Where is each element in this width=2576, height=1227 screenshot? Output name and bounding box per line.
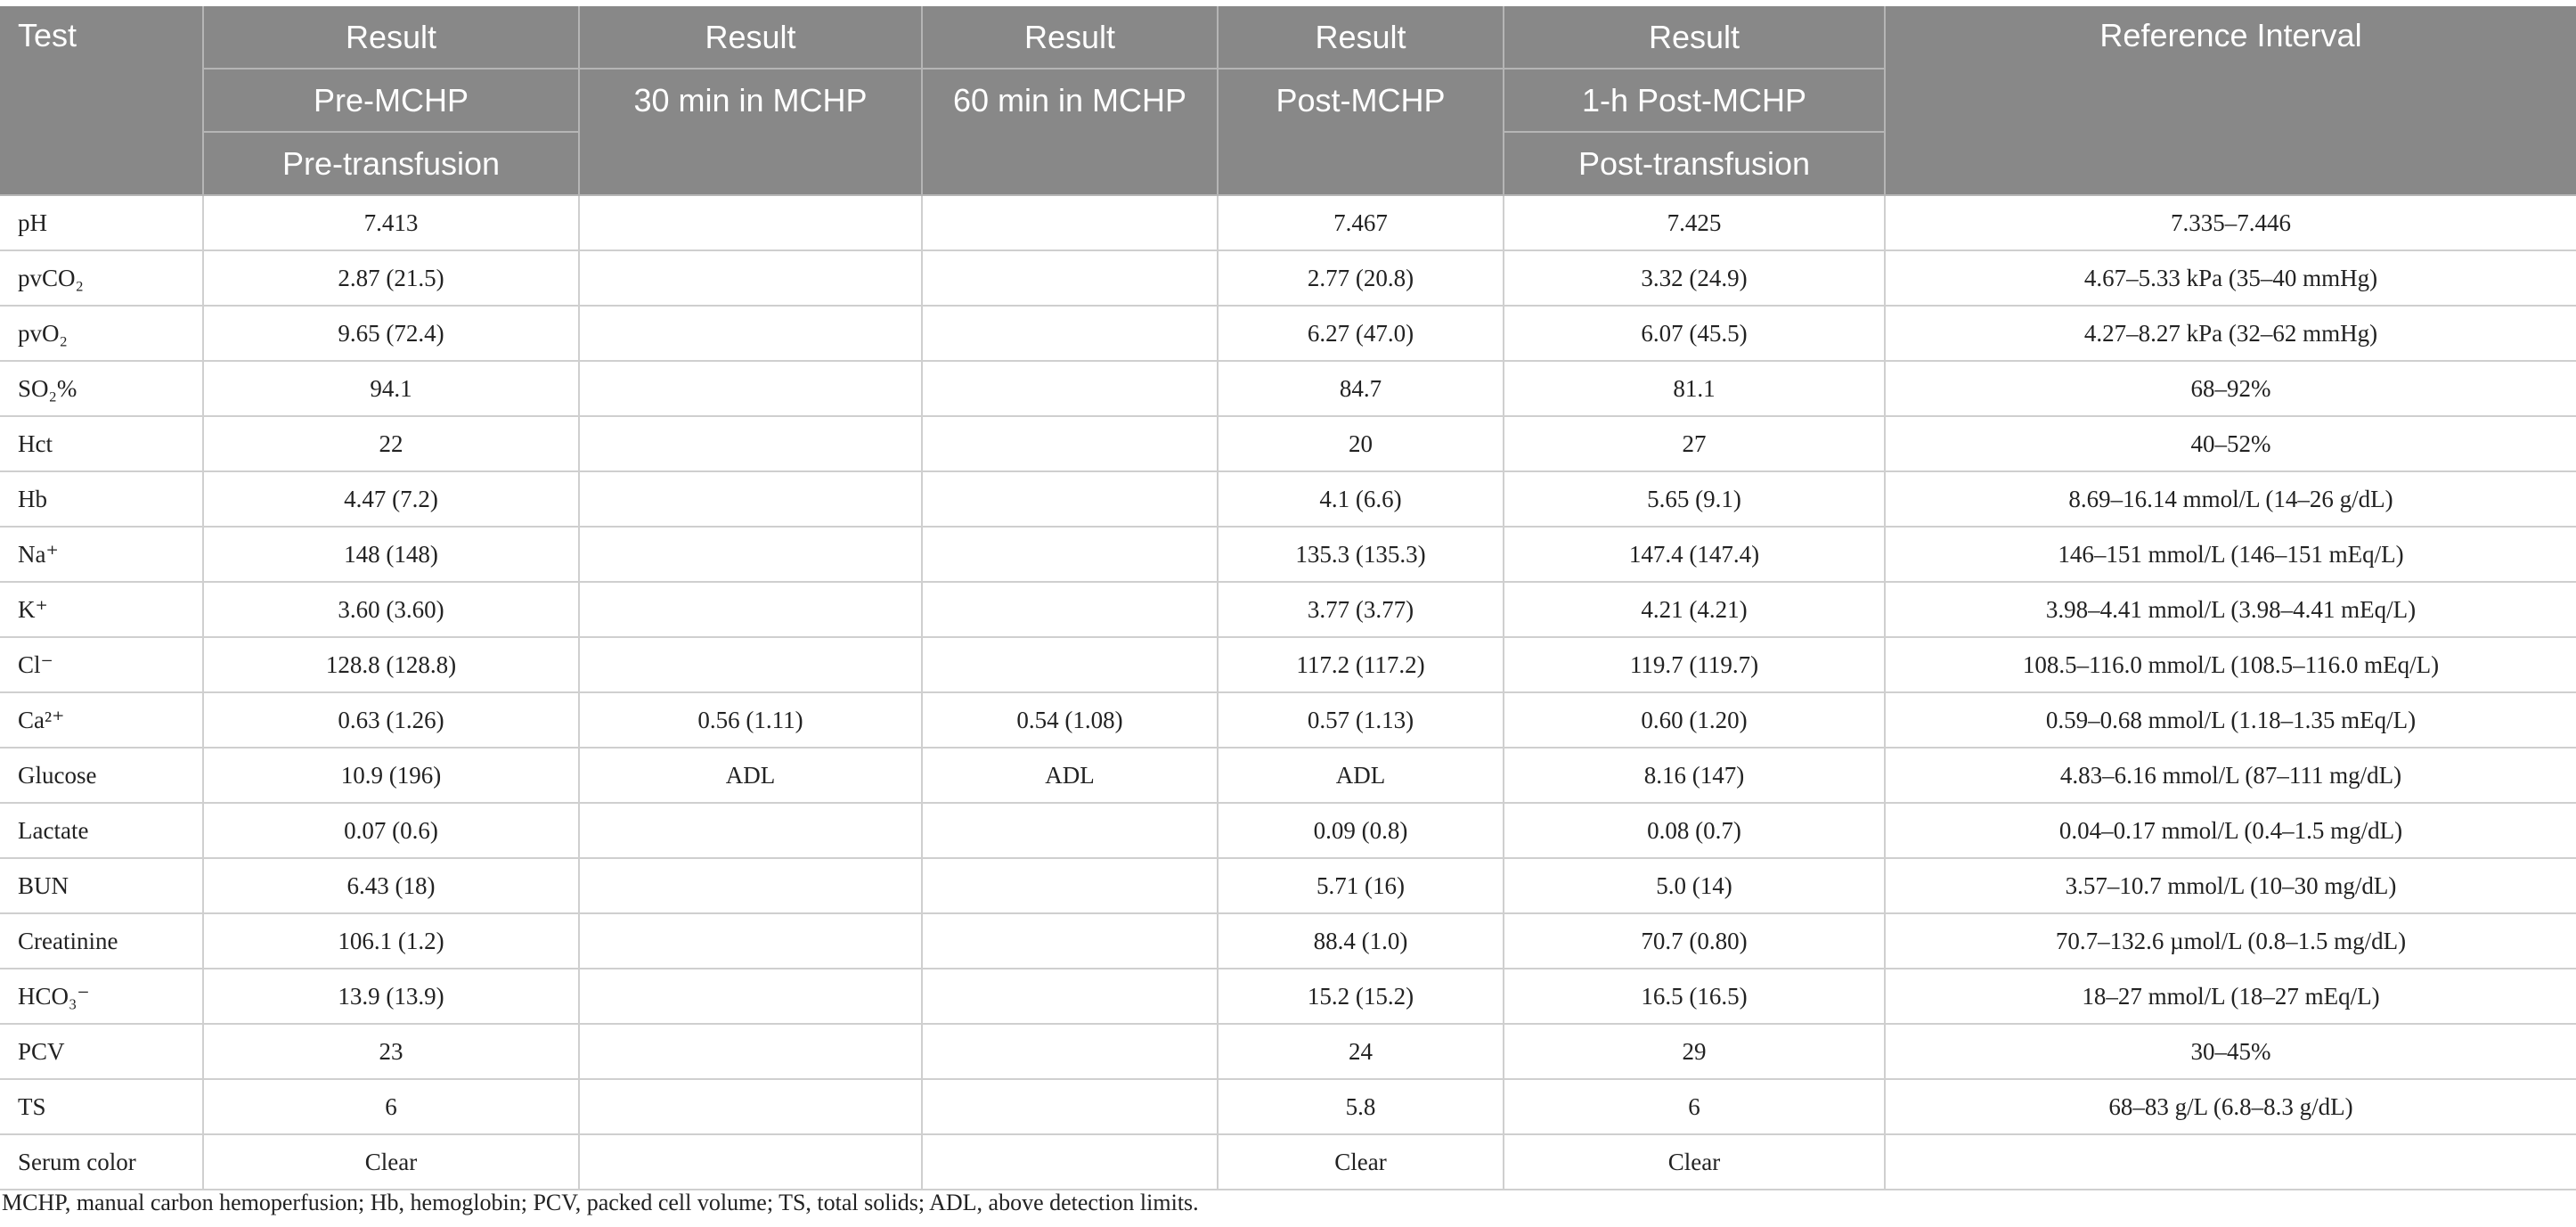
cell-test: Hb [0, 471, 203, 527]
cell-60min [922, 361, 1218, 416]
cell-1h-post: 27 [1504, 416, 1885, 471]
table-row [0, 361, 2576, 416]
cell-60min [922, 306, 1218, 361]
cell-pre-mchp: 2.87 (21.5) [203, 250, 579, 306]
lab-results-table [0, 6, 2576, 1190]
cell-pre-mchp: 106.1 (1.2) [203, 913, 579, 969]
cell-30min [579, 471, 922, 527]
cell-30min [579, 582, 922, 637]
cell-1h-post: 147.4 (147.4) [1504, 527, 1885, 582]
cell-post-mchp: ADL [1218, 748, 1504, 803]
cell-1h-post: Clear [1504, 1134, 1885, 1190]
cell-reference: 108.5–116.0 mmol/L (108.5–116.0 mEq/L) [1885, 637, 2576, 692]
cell-reference: 68–83 g/L (6.8–8.3 g/dL) [1885, 1079, 2576, 1134]
cell-reference: 4.83–6.16 mmol/L (87–111 mg/dL) [1885, 748, 2576, 803]
cell-test: K⁺ [0, 582, 203, 637]
cell-test: Creatinine [0, 913, 203, 969]
cell-post-mchp: 135.3 (135.3) [1218, 527, 1504, 582]
table-row [0, 1079, 2576, 1134]
table-row [0, 582, 2576, 637]
cell-30min [579, 969, 922, 1024]
cell-post-mchp: 6.27 (47.0) [1218, 306, 1504, 361]
cell-1h-post: 70.7 (0.80) [1504, 913, 1885, 969]
cell-60min [922, 1024, 1218, 1079]
header-row-1 [0, 6, 2576, 69]
header-timepoint-30min: 30 min in MCHP [579, 69, 922, 132]
cell-test: SO₂% [0, 361, 203, 416]
table-row [0, 803, 2576, 858]
cell-60min [922, 803, 1218, 858]
cell-post-mchp: 3.77 (3.77) [1218, 582, 1504, 637]
table-row [0, 692, 2576, 748]
table-footnote: MCHP, manual carbon hemoperfusion; Hb, hemoglobin; PCV, packed cell volume; TS, total solids; ADL, above detection limits. [2, 1190, 1199, 1215]
cell-1h-post: 3.32 (24.9) [1504, 250, 1885, 306]
cell-60min [922, 858, 1218, 913]
cell-post-mchp: 7.467 [1218, 195, 1504, 250]
header-result-4: Result [1218, 6, 1504, 69]
cell-reference: 0.59–0.68 mmol/L (1.18–1.35 mEq/L) [1885, 692, 2576, 748]
header-result-1: Result [203, 6, 579, 69]
cell-test: Na⁺ [0, 527, 203, 582]
cell-test: Hct [0, 416, 203, 471]
table-header [0, 6, 2576, 195]
cell-test: BUN [0, 858, 203, 913]
cell-test: Ca²⁺ [0, 692, 203, 748]
cell-1h-post: 8.16 (147) [1504, 748, 1885, 803]
table-row [0, 858, 2576, 913]
table-row [0, 416, 2576, 471]
header-pre-transfusion: Pre-transfusion [203, 132, 579, 195]
cell-30min [579, 1134, 922, 1190]
cell-test: Cl⁻ [0, 637, 203, 692]
cell-pre-mchp: 13.9 (13.9) [203, 969, 579, 1024]
header-result-3: Result [922, 6, 1218, 69]
cell-60min [922, 637, 1218, 692]
header-empty-30min [579, 132, 922, 195]
cell-60min [922, 969, 1218, 1024]
cell-post-mchp: 88.4 (1.0) [1218, 913, 1504, 969]
cell-1h-post: 16.5 (16.5) [1504, 969, 1885, 1024]
cell-60min [922, 913, 1218, 969]
table-row [0, 527, 2576, 582]
cell-test: pvO₂ [0, 306, 203, 361]
cell-post-mchp: 20 [1218, 416, 1504, 471]
cell-pre-mchp: 10.9 (196) [203, 748, 579, 803]
header-timepoint-60min: 60 min in MCHP [922, 69, 1218, 132]
cell-60min [922, 527, 1218, 582]
cell-pre-mchp: 0.63 (1.26) [203, 692, 579, 748]
cell-test: pvCO₂ [0, 250, 203, 306]
cell-pre-mchp: 6.43 (18) [203, 858, 579, 913]
cell-1h-post: 81.1 [1504, 361, 1885, 416]
cell-reference: 40–52% [1885, 416, 2576, 471]
cell-30min [579, 416, 922, 471]
table-row [0, 637, 2576, 692]
cell-reference: 146–151 mmol/L (146–151 mEq/L) [1885, 527, 2576, 582]
header-result-2: Result [579, 6, 922, 69]
cell-1h-post: 6.07 (45.5) [1504, 306, 1885, 361]
cell-reference: 3.98–4.41 mmol/L (3.98–4.41 mEq/L) [1885, 582, 2576, 637]
cell-60min: 0.54 (1.08) [922, 692, 1218, 748]
cell-60min [922, 195, 1218, 250]
cell-pre-mchp: Clear [203, 1134, 579, 1190]
cell-reference: 30–45% [1885, 1024, 2576, 1079]
cell-pre-mchp: 0.07 (0.6) [203, 803, 579, 858]
cell-1h-post: 7.425 [1504, 195, 1885, 250]
cell-post-mchp: 15.2 (15.2) [1218, 969, 1504, 1024]
table-row [0, 969, 2576, 1024]
cell-1h-post: 5.65 (9.1) [1504, 471, 1885, 527]
cell-post-mchp: 0.57 (1.13) [1218, 692, 1504, 748]
cell-post-mchp: 5.8 [1218, 1079, 1504, 1134]
cell-30min [579, 637, 922, 692]
cell-post-mchp: 5.71 (16) [1218, 858, 1504, 913]
cell-reference: 4.67–5.33 kPa (35–40 mmHg) [1885, 250, 2576, 306]
cell-1h-post: 0.08 (0.7) [1504, 803, 1885, 858]
header-timepoint-1h-post: 1-h Post-MCHP [1504, 69, 1885, 132]
cell-30min [579, 1079, 922, 1134]
header-test: Test [0, 6, 203, 195]
table-row [0, 1024, 2576, 1079]
cell-reference: 68–92% [1885, 361, 2576, 416]
cell-pre-mchp: 148 (148) [203, 527, 579, 582]
cell-60min [922, 471, 1218, 527]
cell-pre-mchp: 22 [203, 416, 579, 471]
cell-reference: 0.04–0.17 mmol/L (0.4–1.5 mg/dL) [1885, 803, 2576, 858]
cell-30min [579, 858, 922, 913]
table-body [0, 195, 2576, 1190]
cell-60min: ADL [922, 748, 1218, 803]
header-result-5: Result [1504, 6, 1885, 69]
header-timepoint-pre: Pre-MCHP [203, 69, 579, 132]
cell-pre-mchp: 6 [203, 1079, 579, 1134]
cell-60min [922, 250, 1218, 306]
cell-test: HCO₃⁻ [0, 969, 203, 1024]
cell-post-mchp: 84.7 [1218, 361, 1504, 416]
cell-30min: 0.56 (1.11) [579, 692, 922, 748]
table-row [0, 471, 2576, 527]
cell-30min [579, 361, 922, 416]
cell-post-mchp: 4.1 (6.6) [1218, 471, 1504, 527]
cell-test: Glucose [0, 748, 203, 803]
cell-test: pH [0, 195, 203, 250]
cell-test: PCV [0, 1024, 203, 1079]
cell-1h-post: 4.21 (4.21) [1504, 582, 1885, 637]
cell-1h-post: 29 [1504, 1024, 1885, 1079]
cell-post-mchp: 0.09 (0.8) [1218, 803, 1504, 858]
cell-30min: ADL [579, 748, 922, 803]
table-row [0, 748, 2576, 803]
cell-1h-post: 6 [1504, 1079, 1885, 1134]
cell-pre-mchp: 7.413 [203, 195, 579, 250]
cell-30min [579, 1024, 922, 1079]
cell-pre-mchp: 23 [203, 1024, 579, 1079]
table-row [0, 306, 2576, 361]
cell-pre-mchp: 128.8 (128.8) [203, 637, 579, 692]
table-row [0, 195, 2576, 250]
table-row [0, 913, 2576, 969]
cell-1h-post: 0.60 (1.20) [1504, 692, 1885, 748]
cell-30min [579, 527, 922, 582]
cell-pre-mchp: 4.47 (7.2) [203, 471, 579, 527]
cell-30min [579, 250, 922, 306]
header-empty-60min [922, 132, 1218, 195]
cell-30min [579, 306, 922, 361]
cell-pre-mchp: 94.1 [203, 361, 579, 416]
cell-reference: 70.7–132.6 µmol/L (0.8–1.5 mg/dL) [1885, 913, 2576, 969]
cell-30min [579, 913, 922, 969]
cell-post-mchp: 24 [1218, 1024, 1504, 1079]
cell-reference: 8.69–16.14 mmol/L (14–26 g/dL) [1885, 471, 2576, 527]
table-row [0, 250, 2576, 306]
table-row [0, 1134, 2576, 1190]
cell-60min [922, 1079, 1218, 1134]
cell-60min [922, 416, 1218, 471]
cell-60min [922, 1134, 1218, 1190]
header-reference-interval: Reference Interval [1885, 6, 2576, 195]
cell-test: Serum color [0, 1134, 203, 1190]
cell-reference: 7.335–7.446 [1885, 195, 2576, 250]
cell-post-mchp: 2.77 (20.8) [1218, 250, 1504, 306]
header-post-transfusion: Post-transfusion [1504, 132, 1885, 195]
cell-pre-mchp: 9.65 (72.4) [203, 306, 579, 361]
cell-reference: 18–27 mmol/L (18–27 mEq/L) [1885, 969, 2576, 1024]
cell-reference: 4.27–8.27 kPa (32–62 mmHg) [1885, 306, 2576, 361]
cell-30min [579, 195, 922, 250]
cell-1h-post: 5.0 (14) [1504, 858, 1885, 913]
cell-30min [579, 803, 922, 858]
header-timepoint-post: Post-MCHP [1218, 69, 1504, 132]
cell-reference: 3.57–10.7 mmol/L (10–30 mg/dL) [1885, 858, 2576, 913]
cell-pre-mchp: 3.60 (3.60) [203, 582, 579, 637]
header-empty-post [1218, 132, 1504, 195]
cell-1h-post: 119.7 (119.7) [1504, 637, 1885, 692]
cell-reference [1885, 1134, 2576, 1190]
cell-test: TS [0, 1079, 203, 1134]
cell-test: Lactate [0, 803, 203, 858]
cell-60min [922, 582, 1218, 637]
cell-post-mchp: 117.2 (117.2) [1218, 637, 1504, 692]
cell-post-mchp: Clear [1218, 1134, 1504, 1190]
